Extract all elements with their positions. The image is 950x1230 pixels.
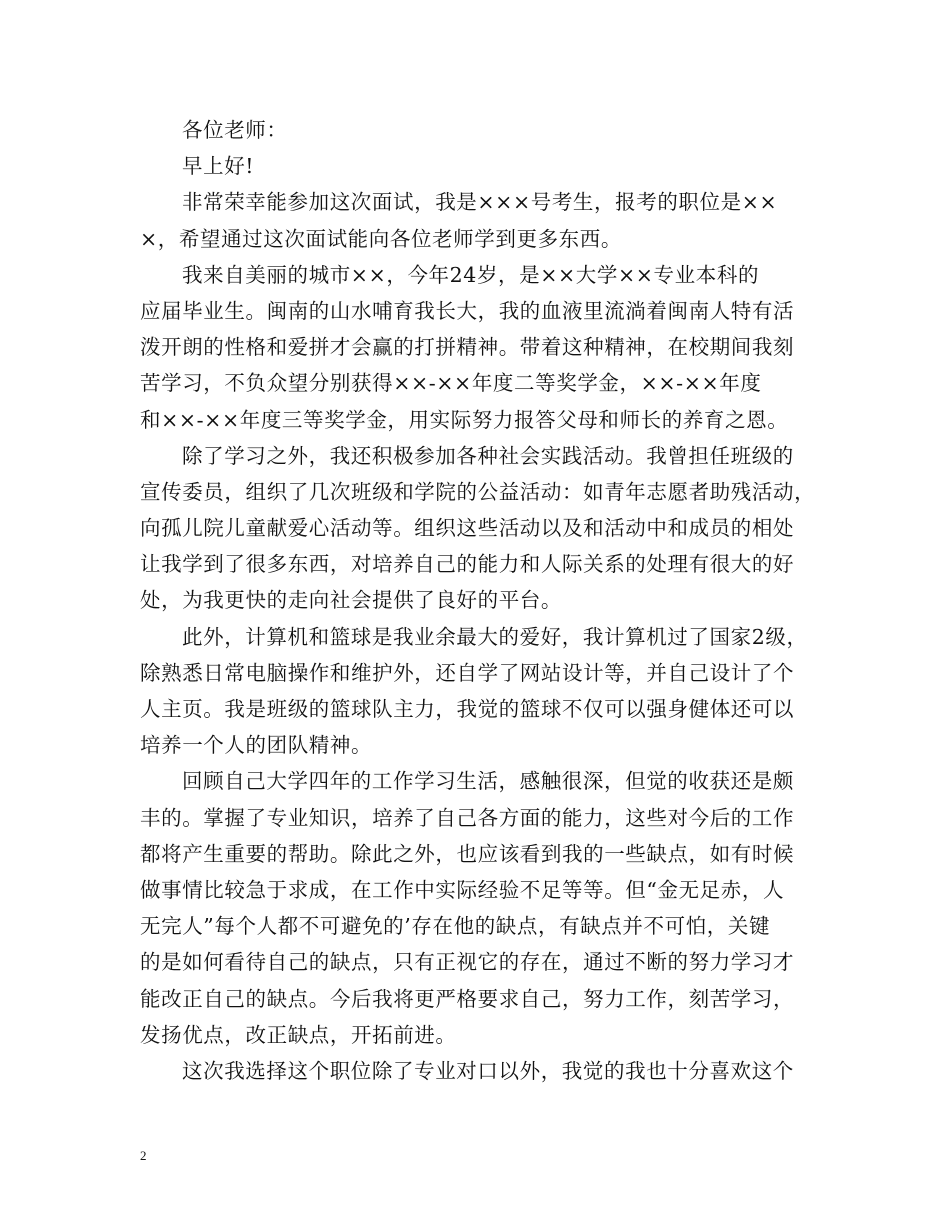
text-line: 和××-××年度三等奖学金，用实际努力报答父母和师长的养育之恩。 — [140, 407, 789, 432]
text-line: 回顾自己大学四年的工作学习生活，感触很深，但觉的收获还是颇 — [182, 769, 794, 794]
text-line: 早上好! — [182, 154, 255, 179]
text-line: 向孤儿院儿童献爱心活动等。组织这些活动以及和活动中和成员的相处 — [140, 516, 795, 541]
text-line: 无完人”每个人都不可避免的’存在他的缺点，有缺点并不可怕，关键 — [140, 914, 771, 939]
text-line: 发扬优点，改正缺点，开拓前进。 — [140, 1022, 457, 1047]
text-line: 非常荣幸能参加这次面试，我是×××号考生，报考的职位是×× — [182, 190, 778, 215]
text-line: 泼开朗的性格和爱拼才会赢的打拼精神。带着这种精神，在校期间我刻 — [140, 335, 795, 360]
text-line: 各位老师： — [182, 118, 288, 142]
text-line: 人主页。我是班级的篮球队主力，我觉的篮球不仅可以强身健体还可以 — [140, 697, 795, 721]
text-line: 这次我选择这个职位除了专业对口以外，我觉的我也十分喜欢这个 — [182, 1058, 794, 1083]
page-number: 2 — [140, 1148, 147, 1163]
text-line: ×，希望通过这次面试能向各位老师学到更多东西。 — [140, 226, 622, 251]
text-line: 培养一个人的团队精神。 — [140, 733, 373, 758]
text-line: 此外，计算机和篮球是我业余最大的爱好，我计算机过了国家2级， — [182, 624, 808, 649]
text-line: 做事情比较急于求成，在工作中实际经验不足等等。但“金无足赤，人 — [140, 877, 785, 902]
text-line: 让我学到了很多东西，对培养自己的能力和人际关系的处理有很大的好 — [140, 552, 795, 577]
text-line: 能改正自己的缺点。今后我将更严格要求自己，努力工作，刻苦学习， — [140, 986, 795, 1011]
text-line: 丰的。掌握了专业知识，培养了自己各方面的能力，这些对今后的工作 — [140, 805, 795, 830]
text-line: 处，为我更快的走向社会提供了良好的平台。 — [140, 588, 562, 613]
text-line: 应届毕业生。闽南的山水哺育我长大，我的血液里流淌着闽南人特有活 — [140, 298, 795, 323]
text-line: 除了学习之外，我还积极参加各种社会实践活动。我曾担任班级的 — [182, 443, 794, 468]
text-line: 的是如何看待自己的缺点，只有正视它的存在，通过不断的努力学习才 — [140, 950, 795, 975]
document-body — [140, 112, 820, 1089]
text-line: 宣传委员，组织了几次班级和学院的公益活动：如青年志愿者助残活动， — [140, 479, 816, 504]
text-line: 我来自美丽的城市××，今年24岁，是××大学××专业本科的 — [182, 262, 760, 287]
text-line: 都将产生重要的帮助。除此之外，也应该看到我的一些缺点，如有时候 — [140, 841, 795, 866]
text-line: 除熟悉日常电脑操作和维护外，还自学了网站设计等，并自己设计了个 — [140, 660, 795, 685]
text-line: 苦学习，不负众望分别获得××-××年度二等奖学金，××-××年度 — [140, 371, 762, 396]
